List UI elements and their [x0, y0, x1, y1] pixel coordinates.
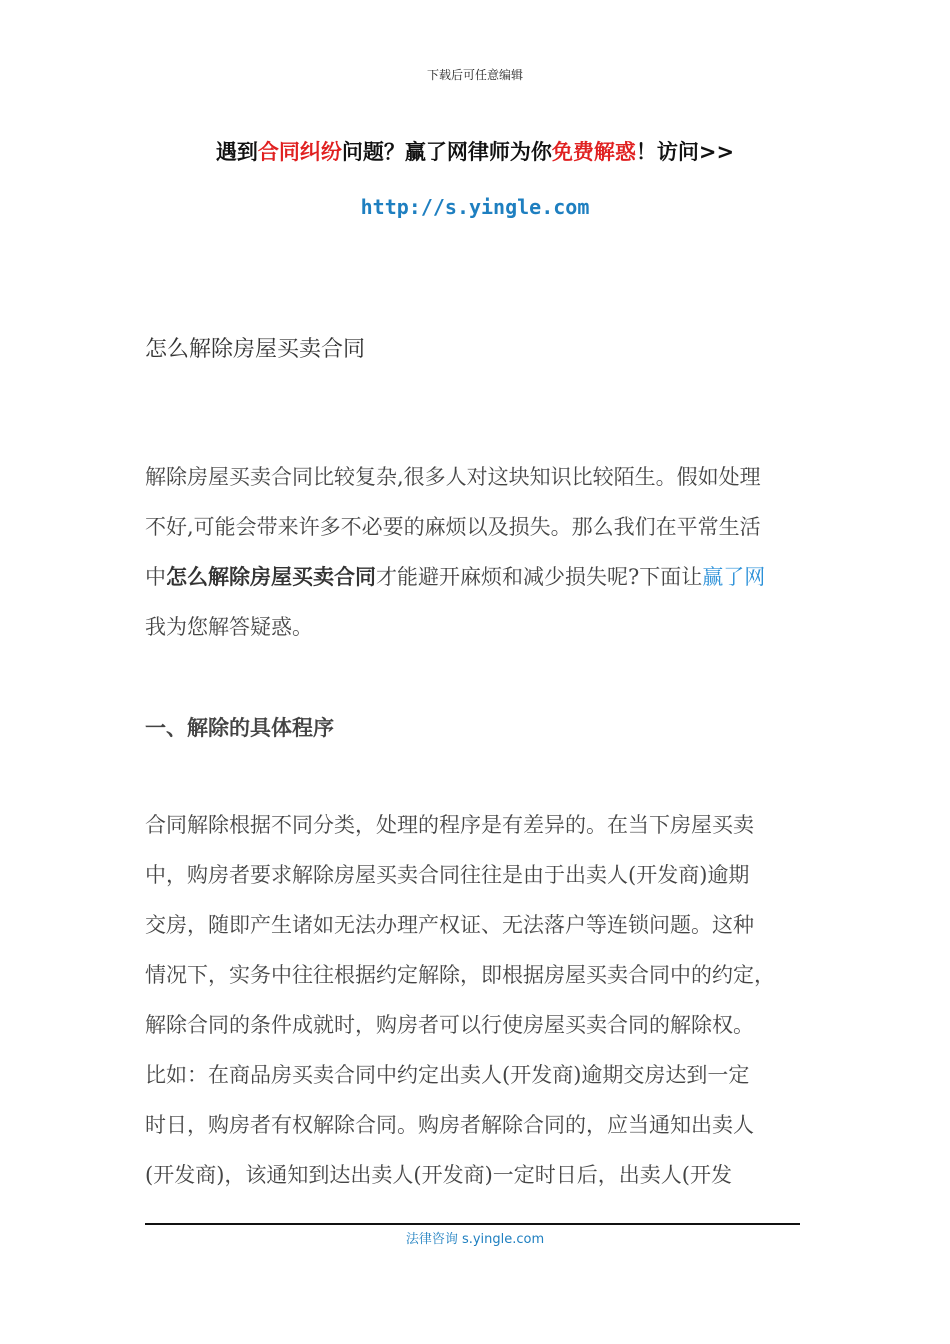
body-line: 情况下，实务中往往根据约定解除，即根据房屋买卖合同中的约定，: [145, 963, 775, 987]
body-line: 合同解除根据不同分类，处理的程序是有差异的。在当下房屋买卖: [145, 813, 754, 837]
intro-line-1: 解除房屋买卖合同比较复杂,很多人对这块知识比较陌生。假如处理: [145, 465, 761, 489]
body-line: 解除合同的条件成就时，购房者可以行使房屋买卖合同的解除权。: [145, 1013, 754, 1037]
promo-text-1: 遇到: [215, 140, 258, 164]
body-line: 交房，随即产生诸如无法办理产权证、无法落户等连锁问题。这种: [145, 913, 754, 937]
intro-line-4: 我为您解答疑惑。: [145, 615, 313, 639]
body-line: 中，购房者要求解除房屋买卖合同往往是由于出卖人(开发商)逾期: [145, 863, 750, 887]
footer-link[interactable]: 法律咨询 s.yingle.com: [405, 1232, 545, 1247]
intro-paragraph: [145, 452, 805, 652]
intro-line-2: 不好,可能会带来许多不必要的麻烦以及损失。那么我们在平常生活: [145, 515, 761, 539]
promo-text-2: 问题？赢了网律师为你: [341, 140, 552, 164]
promo-highlight-free: 免费解惑: [551, 140, 636, 164]
body-line: (开发商)，该通知到达出卖人(开发商)一定时日后，出卖人(开发: [145, 1163, 732, 1187]
promo-url-link[interactable]: http://s.yingle.com: [360, 195, 590, 219]
footer-divider: [145, 1223, 800, 1225]
section-heading: 一、解除的具体程序: [145, 716, 334, 740]
promo-highlight-contract-dispute: 合同纠纷: [257, 140, 342, 164]
header-note: 下载后可任意编辑: [426, 68, 523, 82]
intro-line-3-middle: 才能避开麻烦和减少损失呢?下面让: [376, 565, 703, 589]
document-title: 怎么解除房屋买卖合同: [145, 337, 366, 362]
promo-text-3: ！访问>>: [635, 140, 735, 164]
intro-line-3: [145, 552, 805, 602]
yingle-link[interactable]: 赢了网: [702, 565, 766, 589]
intro-line-3-prefix: 中: [145, 565, 166, 589]
section-body: [145, 800, 805, 1200]
promo-banner[interactable]: [0, 136, 950, 166]
intro-bold-phrase: 怎么解除房屋买卖合同: [166, 564, 376, 589]
body-line: 时日，购房者有权解除合同。购房者解除合同的，应当通知出卖人: [145, 1113, 754, 1137]
body-line: 比如：在商品房买卖合同中约定出卖人(开发商)逾期交房达到一定: [145, 1063, 750, 1087]
